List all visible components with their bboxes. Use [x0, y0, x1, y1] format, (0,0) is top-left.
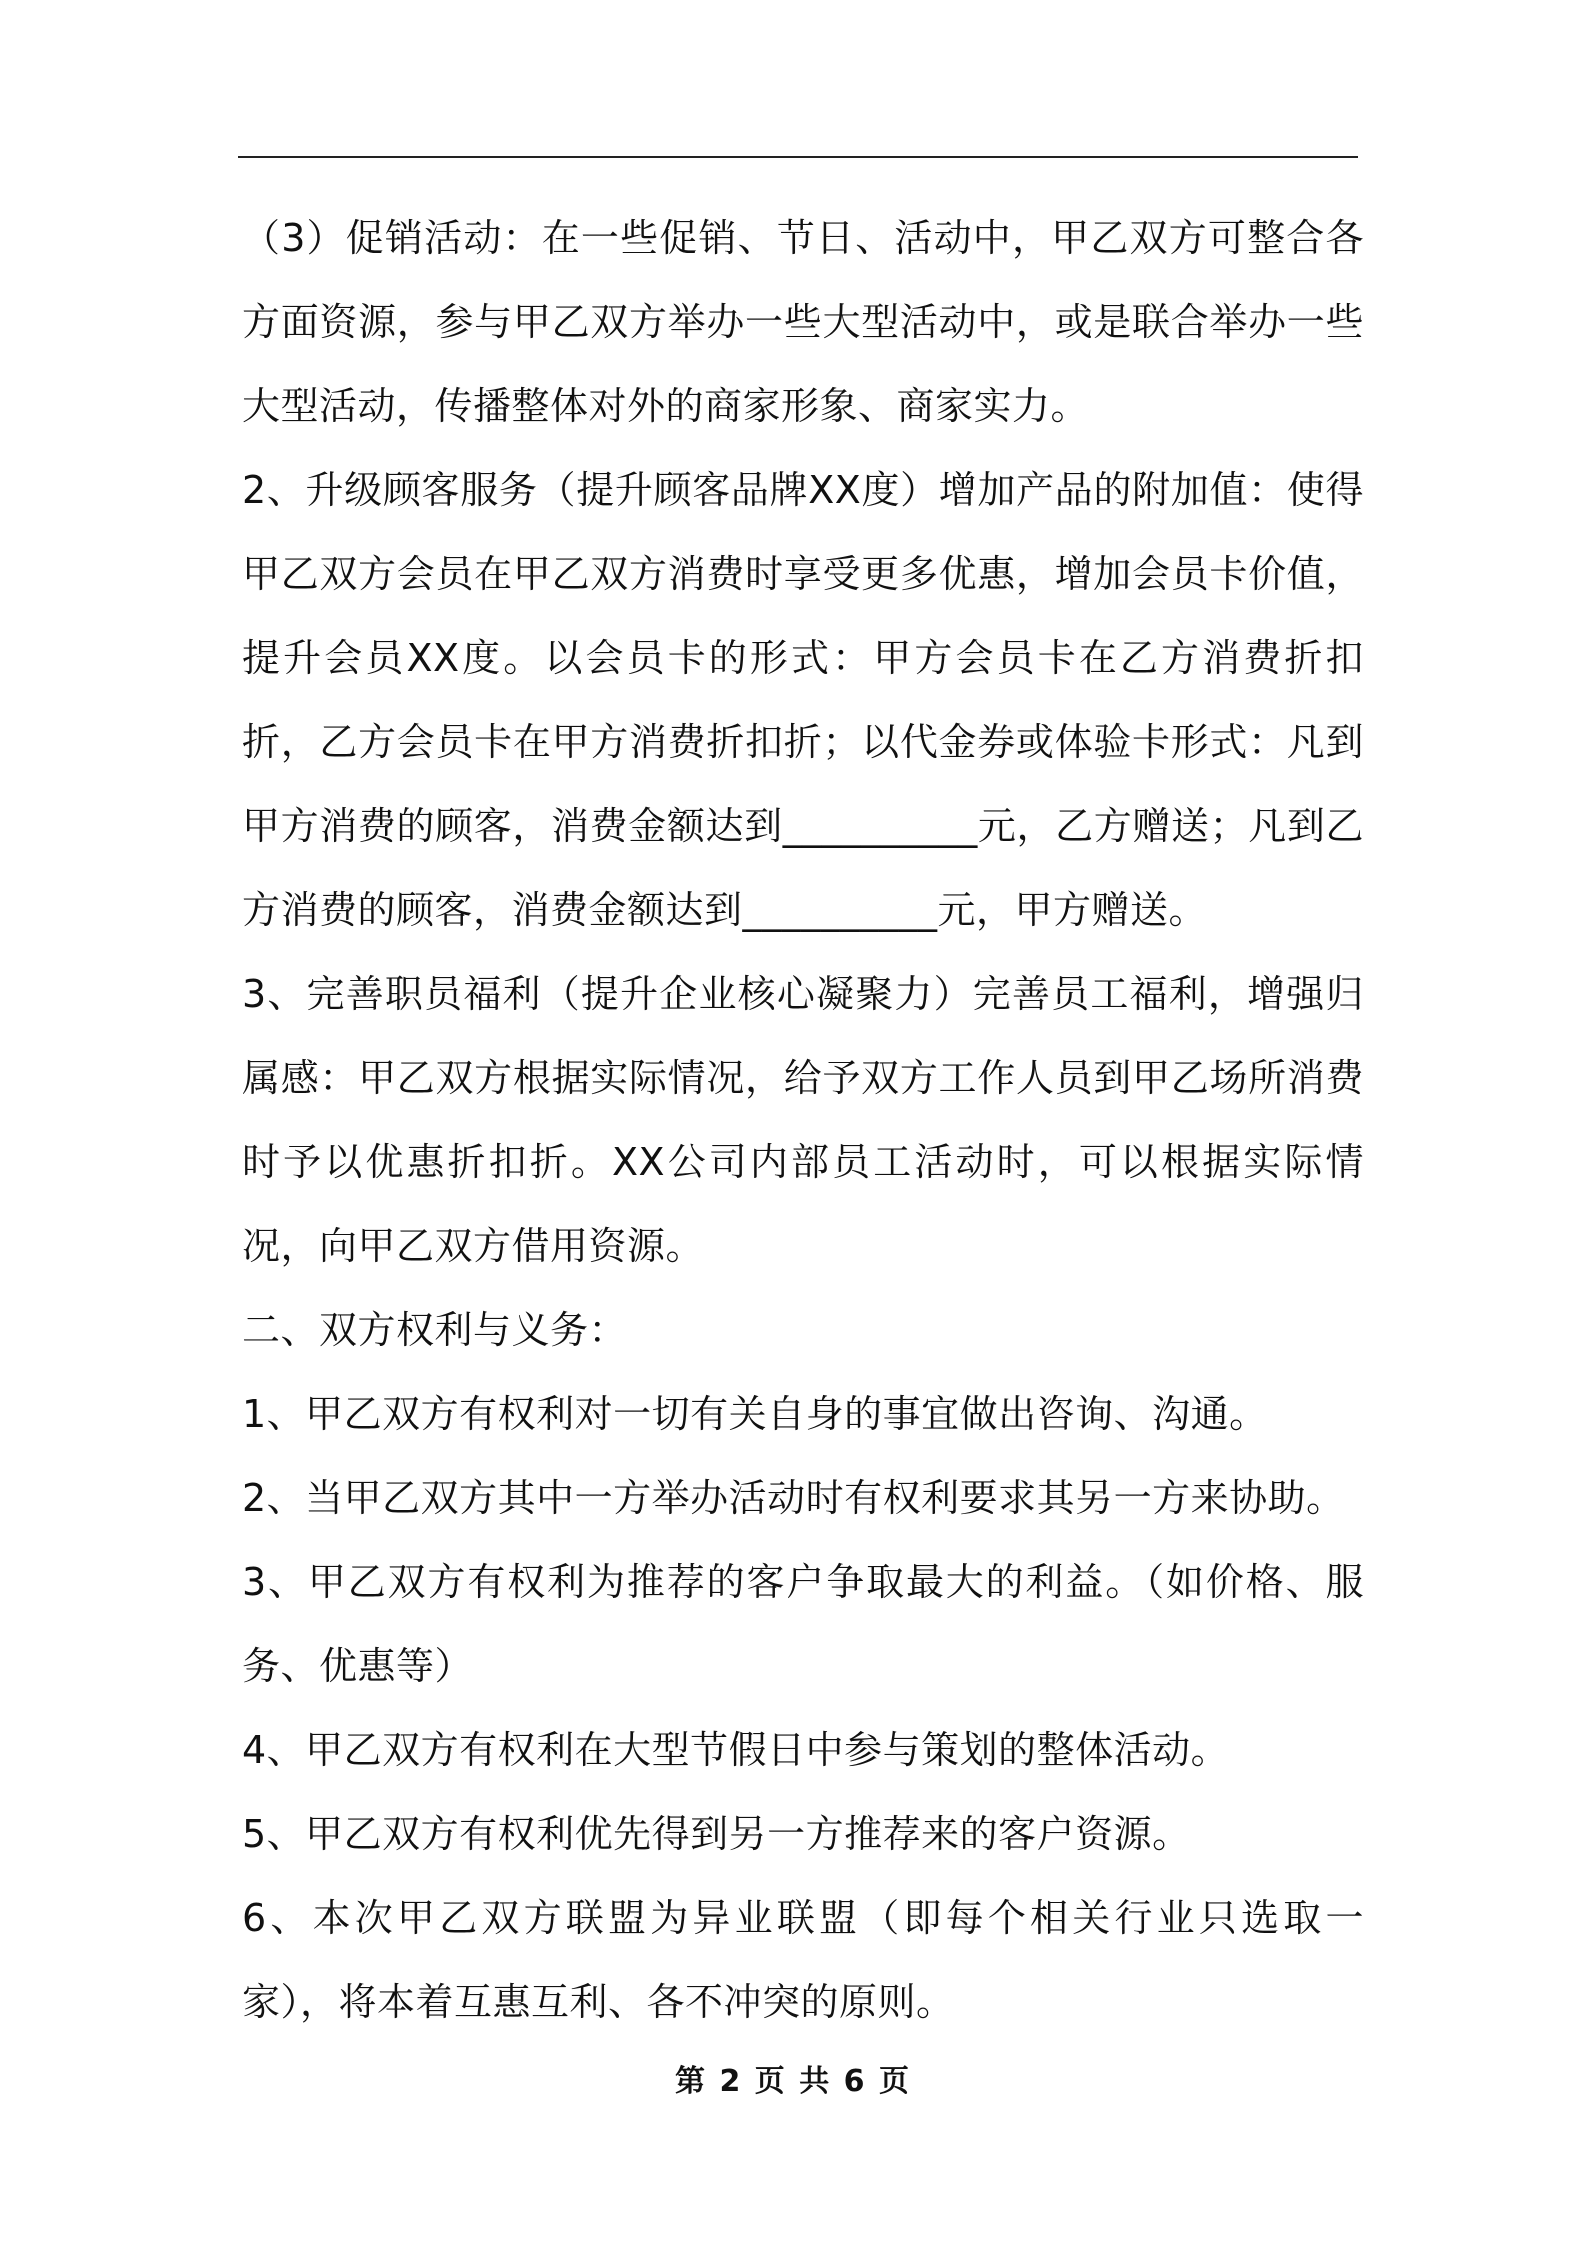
document-body: [242, 196, 1364, 2044]
header-rule: [238, 156, 1358, 158]
paragraph-right-5: 5、甲乙双方有权利优先得到另一方推荐来的客户资源。: [242, 1812, 1191, 1856]
paragraph-right-3: 3、甲乙双方有权利为推荐的客户争取最大的利益。（如价格、服务、优惠等）: [242, 1560, 1364, 1688]
paragraph-right-4: 4、甲乙双方有权利在大型节假日中参与策划的整体活动。: [242, 1728, 1230, 1772]
paragraph-customer-service: 2、升级顾客服务（提升顾客品牌XX度）增加产品的附加值：使得甲乙双方会员在甲乙双方消费时享受更多优惠，增加会员卡价值，提升会员XX度。以会员卡的形式：甲方会员卡在乙方消费折扣折，乙方会员卡在甲方消费折扣折；以代金券或体验卡形式：凡到甲方消费的顾客，消费金额达到__________元，乙方赠送；凡到乙方消费的顾客，消费金额达到__________元，甲方赠送。: [242, 468, 1364, 932]
paragraph-staff-welfare: 3、完善职员福利（提升企业核心凝聚力）完善员工福利，增强归属感：甲乙双方根据实际情况，给予双方工作人员到甲乙场所消费时予以优惠折扣折。XX公司内部员工活动时，可以根据实际情况，向甲乙双方借用资源。: [242, 972, 1364, 1268]
section-heading-rights: 二、双方权利与义务：: [242, 1308, 628, 1352]
paragraph-promotion: （3）促销活动：在一些促销、节日、活动中，甲乙双方可整合各方面资源，参与甲乙双方举办一些大型活动中，或是联合举办一些大型活动，传播整体对外的商家形象、商家实力。: [242, 216, 1364, 428]
paragraph-right-2: 2、当甲乙双方其中一方举办活动时有权利要求其另一方来协助。: [242, 1476, 1345, 1520]
page-number: 第 2 页 共 6 页: [675, 2064, 911, 2099]
paragraph-right-1: 1、甲乙双方有权利对一切有关自身的事宜做出咨询、沟通。: [242, 1392, 1268, 1436]
paragraph-right-6: 6、本次甲乙双方联盟为异业联盟（即每个相关行业只选取一家），将本着互惠互利、各不冲突的原则。: [242, 1896, 1364, 2024]
